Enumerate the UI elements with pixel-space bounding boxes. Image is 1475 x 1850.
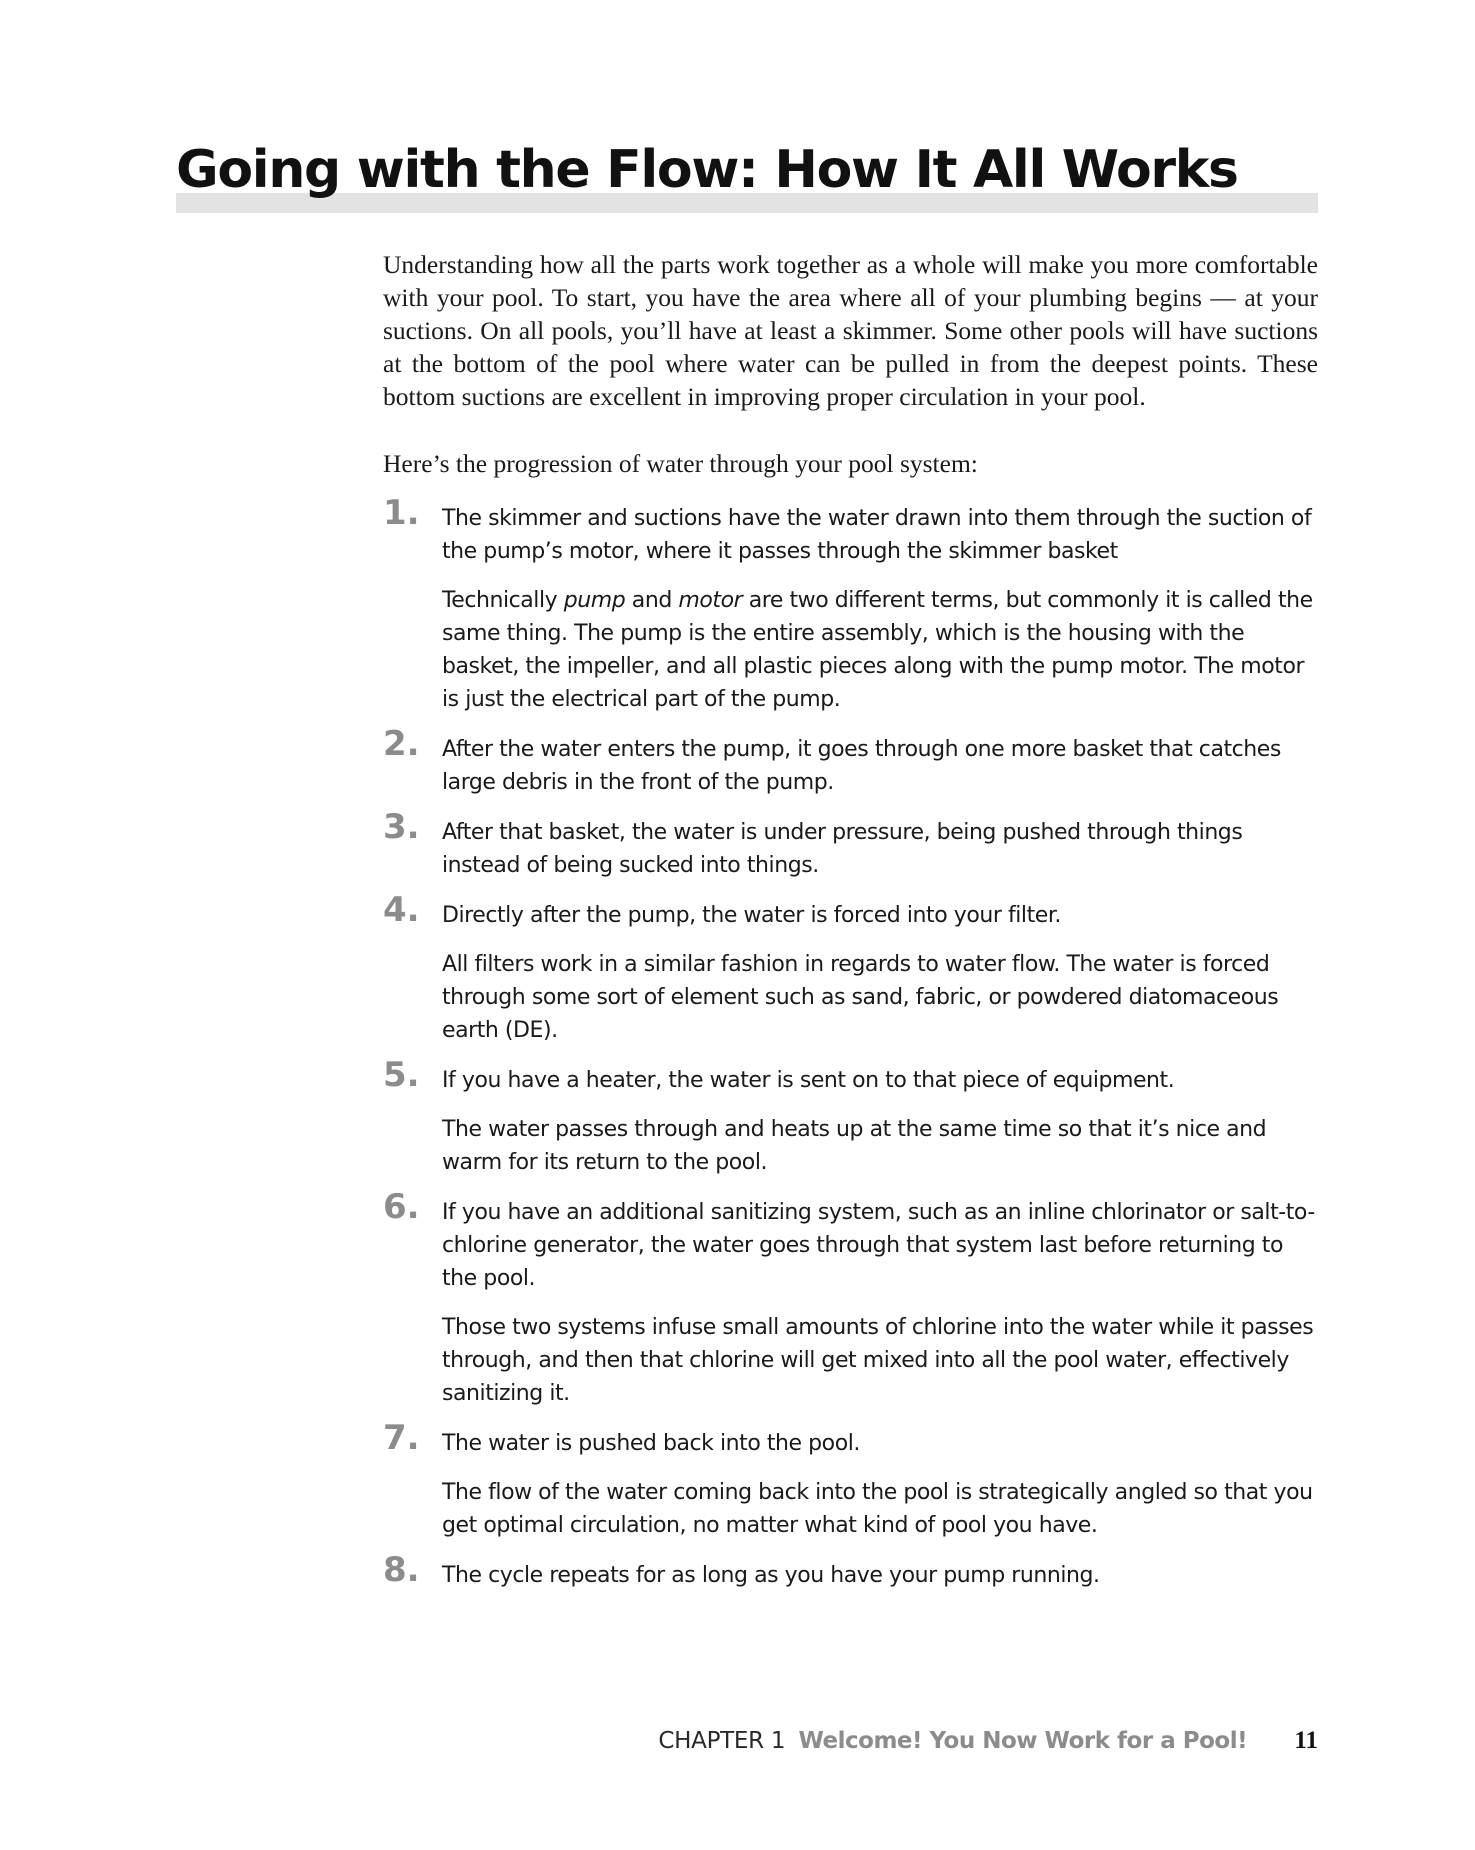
note-text: Technically: [442, 588, 564, 613]
step-note: [442, 584, 1318, 716]
step-8: [383, 1550, 1318, 1592]
step-1: [383, 493, 1318, 716]
steps-list: [383, 493, 1318, 1592]
step-note: All filters work in a similar fashion in regards to water flow. The water is forced through some sort of element such as sand, fabric, or powdered diatomaceous earth (DE).: [442, 952, 1279, 1043]
step-number: 3.: [383, 807, 420, 847]
step-6: [383, 1187, 1318, 1410]
note-text: and: [625, 588, 679, 613]
step-note: The water passes through and heats up at the same time so that it’s nice and warm for its return to the pool.: [442, 1117, 1267, 1175]
chapter-label: CHAPTER 1: [658, 1728, 786, 1754]
step-2: [383, 724, 1318, 799]
emphasis-term: pump: [563, 588, 626, 613]
step-4: [383, 890, 1318, 1047]
step-text: If you have an additional sanitizing system, such as an inline chlorinator or salt-to-chlorine generator, the water goes through that system last before returning to the pool.: [442, 1200, 1315, 1291]
step-note: The flow of the water coming back into the pool is strategically angled so that you get optimal circulation, no matter what kind of pool you have.: [442, 1480, 1313, 1538]
step-text: The water is pushed back into the pool.: [442, 1431, 860, 1456]
step-number: 1.: [383, 493, 420, 533]
step-note: Those two systems infuse small amounts of chlorine into the water while it passes through, and then that chlorine will get mixed into all the pool water, effectively sanitizing it.: [442, 1315, 1314, 1406]
step-7: [383, 1418, 1318, 1542]
section-heading: Going with the Flow: How It All Works: [176, 140, 1238, 200]
step-number: 2.: [383, 724, 420, 764]
chapter-title: Welcome! You Now Work for a Pool!: [798, 1728, 1248, 1754]
step-3: [383, 807, 1318, 882]
page-number: 11: [1294, 1727, 1318, 1754]
step-text: After that basket, the water is under pressure, being pushed through things instead of being sucked into things.: [442, 820, 1243, 878]
main-content: [383, 248, 1318, 1609]
step-number: 5.: [383, 1055, 420, 1095]
step-number: 8.: [383, 1550, 420, 1590]
step-text: The skimmer and suctions have the water drawn into them through the suction of the pump’s motor, where it passes through the skimmer basket: [442, 506, 1312, 564]
step-number: 6.: [383, 1187, 420, 1227]
step-text: The cycle repeats for as long as you have your pump running.: [442, 1563, 1100, 1588]
step-number: 4.: [383, 890, 420, 930]
step-text: Directly after the pump, the water is forced into your filter.: [442, 903, 1061, 928]
intro-paragraph: Understanding how all the parts work together as a whole will make you more comfortable with your pool. To start, you have the area where all of your plumbing begins — at your suctions. On all pools, you’ll have at least a skimmer. Some other pools will have suctions at the bottom of the pool where water can be pulled in from the deepest points. These bottom suctions are excellent in improving proper circulation in your pool.: [383, 250, 1318, 411]
step-text: After the water enters the pump, it goes through one more basket that catches large debris in the front of the pump.: [442, 737, 1281, 795]
step-number: 7.: [383, 1418, 420, 1458]
note-text: are two different terms, but commonly it is called the same thing. The pump is the entire assembly, which is the housing with the basket, the impeller, and all plastic pieces along with the pump motor. The motor is just the electrical part of the pump.: [442, 588, 1313, 712]
list-lead-in: Here’s the progression of water through your pool system:: [383, 449, 978, 478]
emphasis-term: motor: [678, 588, 743, 613]
section-heading-block: [176, 138, 1318, 214]
page-footer: [658, 1724, 1318, 1758]
step-text: If you have a heater, the water is sent on to that piece of equipment.: [442, 1068, 1175, 1093]
step-5: [383, 1055, 1318, 1179]
